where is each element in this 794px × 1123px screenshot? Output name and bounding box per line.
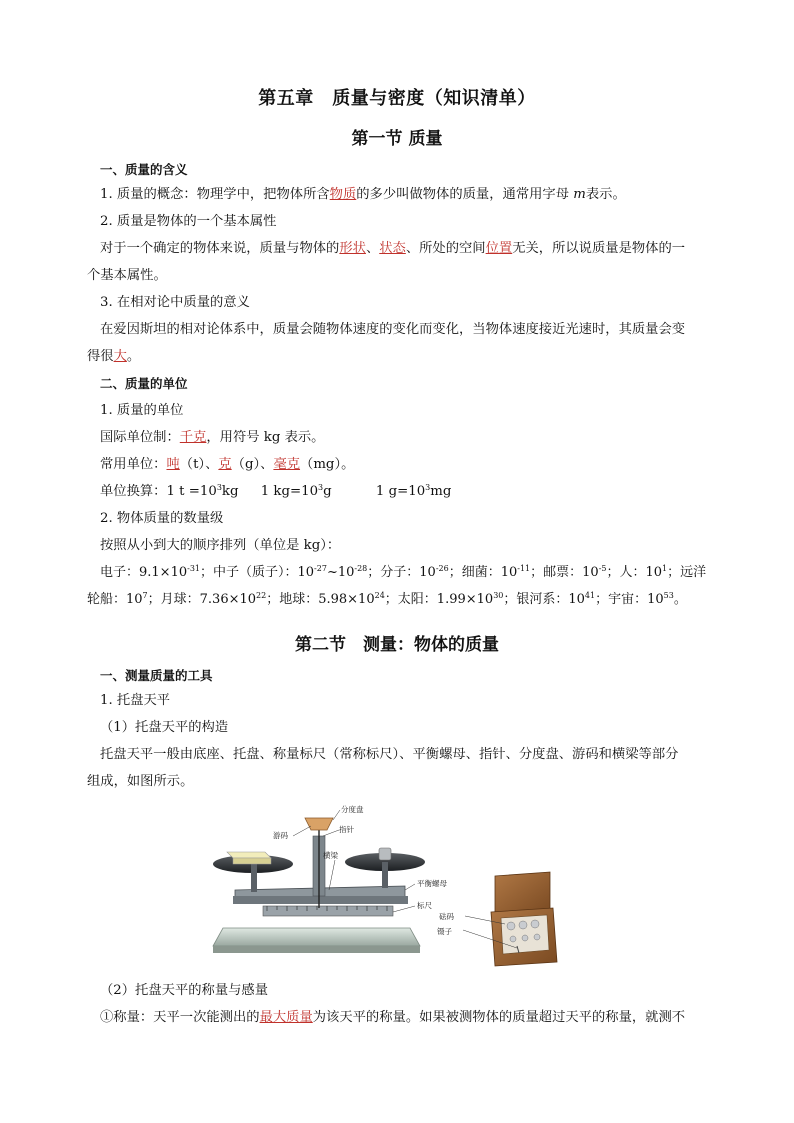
answer-text: 最大质量 bbox=[259, 1010, 313, 1025]
paragraph: （1）托盘天平的构造 bbox=[100, 720, 229, 735]
left-pan-post bbox=[251, 864, 257, 892]
right-pan-post bbox=[382, 862, 388, 888]
paragraph: 国际单位制：千克，用符号 kg 表示。 bbox=[100, 430, 325, 445]
paragraph: 得很大。 bbox=[87, 349, 141, 364]
box-lid bbox=[495, 872, 550, 914]
label-dial: 分度盘 bbox=[341, 805, 364, 814]
section-heading: 一、质量的含义 bbox=[100, 162, 188, 177]
answer-text: 克 bbox=[218, 457, 232, 472]
paragraph: 2. 物体质量的数量级 bbox=[100, 511, 224, 526]
answer-text: 毫克 bbox=[273, 457, 301, 472]
answer-text: 千克 bbox=[179, 430, 207, 445]
section-heading: 一、测量质量的工具 bbox=[100, 668, 213, 683]
chapter-title: 第五章 质量与密度（知识清单） bbox=[258, 88, 536, 109]
paragraph: 按照从小到大的顺序排列（单位是 kg）： bbox=[100, 538, 341, 553]
balance-figure bbox=[205, 800, 575, 970]
paragraph: ①称量：天平一次能测出的最大质量为该天平的称量。如果被测物体的质量超过天平的称量，就测不 bbox=[100, 1010, 686, 1025]
balance-base bbox=[213, 928, 420, 946]
paragraph: 电子：$9.1\times 10^{-31}$；中子（质子）：$10^{-27}\sim 10^{-28}$；分子：$10^{-26}$；细菌：$10^{-11}$；邮票：$10^{-5}$；人：$10^1$；远洋 bbox=[100, 564, 707, 580]
test-block bbox=[227, 852, 271, 858]
paragraph: 轮船：$10^7$；月球：$7.36\times 10^{22}$；地球：$5.98\times 10^{24}$；太阳：$1.99\times 10^{30}$；银河系：$10^{41}$；宇宙：$10^{53}$。 bbox=[87, 591, 687, 607]
label-pointer: 指针 bbox=[339, 825, 354, 834]
label-tweezers: 镊子 bbox=[437, 927, 452, 936]
answer-text: 状态 bbox=[379, 241, 406, 256]
paragraph: 在爱因斯坦的相对论体系中，质量会随物体速度的变化而变化，当物体速度接近光速时，其质量会变 bbox=[100, 322, 686, 337]
section-heading: 二、质量的单位 bbox=[100, 376, 188, 391]
section-title: 第一节 质量 bbox=[351, 129, 443, 149]
beam-support bbox=[233, 896, 408, 904]
paragraph: 常用单位：吨（t）、克（g）、毫克（mg）。 bbox=[100, 457, 355, 472]
paragraph: 3. 在相对论中质量的意义 bbox=[100, 295, 250, 310]
paragraph: 1. 托盘天平 bbox=[100, 693, 171, 708]
answer-text: 形状 bbox=[339, 241, 366, 256]
dial-plate bbox=[305, 818, 333, 830]
paragraph: 单位换算：1 $t =10^3kg$ 1 $kg=10^3g$ 1 $g=10^3mg$ bbox=[100, 483, 452, 499]
label-rider: 游码 bbox=[273, 831, 288, 840]
label-beam: 横梁 bbox=[323, 851, 338, 860]
paragraph: 托盘天平一般由底座、托盘、称量标尺（常称标尺）、平衡螺母、指针、分度盘、游码和横梁等部分 bbox=[100, 747, 679, 762]
label-nut: 平衡螺母 bbox=[417, 879, 447, 888]
paragraph: 2. 质量是物体的一个基本属性 bbox=[100, 214, 277, 229]
answer-text: 物质 bbox=[329, 187, 357, 202]
answer-text: 位置 bbox=[485, 241, 513, 256]
paragraph: 1. 质量的单位 bbox=[100, 403, 184, 418]
box-tray bbox=[501, 915, 549, 954]
balance-base-edge bbox=[213, 946, 420, 953]
answer-text: 吨 bbox=[166, 457, 180, 472]
paragraph: 组成，如图所示。 bbox=[87, 774, 194, 789]
weight bbox=[379, 848, 391, 860]
paragraph: 1. 质量的概念：物理学中，把物体所含物质的多少叫做物体的质量，通常用字母 m表示。 bbox=[100, 187, 626, 202]
label-scale: 标尺 bbox=[417, 901, 432, 910]
scale-bar bbox=[263, 906, 393, 916]
paragraph: 个基本属性。 bbox=[87, 268, 167, 283]
section-title: 第二节 测量：物体的质量 bbox=[295, 635, 499, 655]
paragraph: 对于一个确定的物体来说，质量与物体的形状、状态、所处的空间位置无关，所以说质量是物体的一 bbox=[100, 241, 686, 256]
answer-text: 大 bbox=[113, 349, 127, 364]
label-weights: 砝码 bbox=[439, 912, 454, 921]
paragraph: （2）托盘天平的称量与感量 bbox=[100, 983, 269, 998]
